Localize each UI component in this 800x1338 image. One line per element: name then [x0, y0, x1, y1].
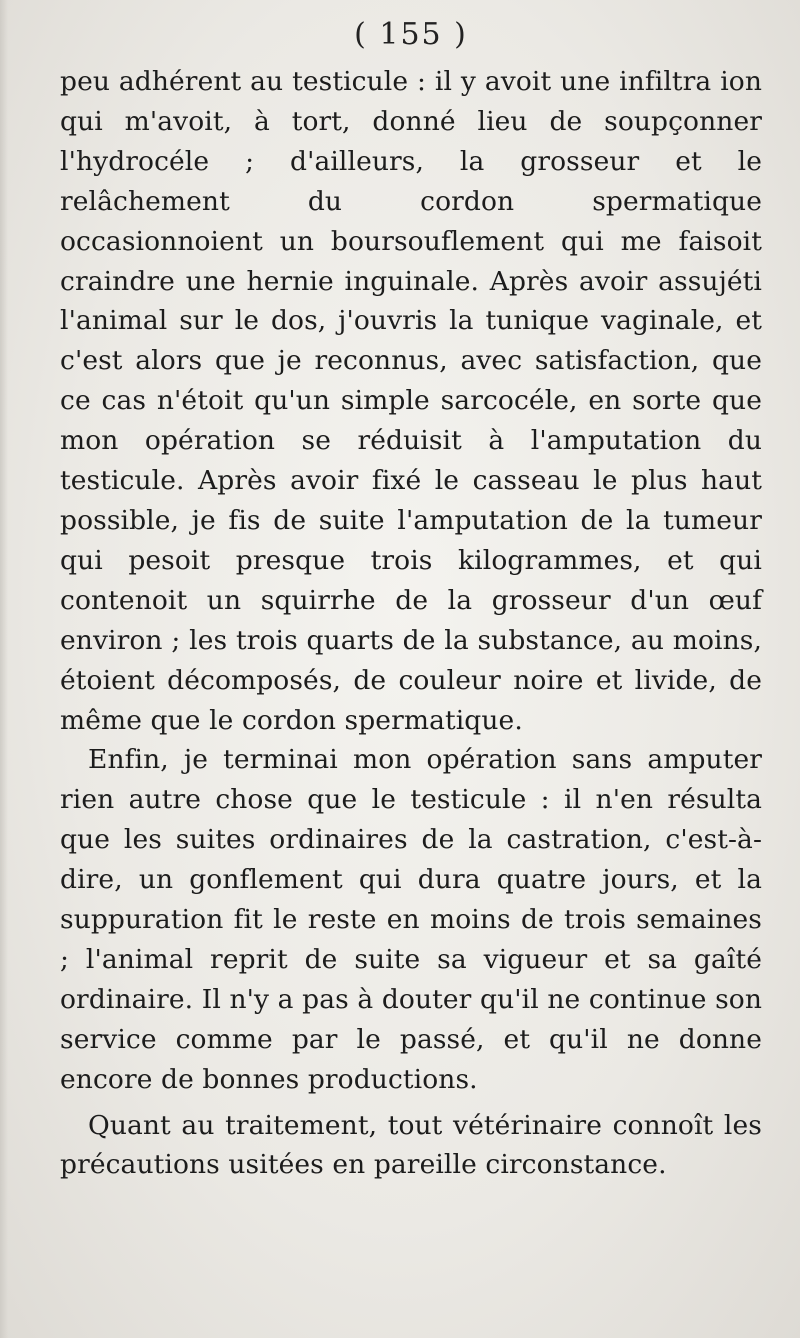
page-text: [60, 62, 762, 1185]
paragraph-3: Quant au traitement, tout vétérinaire connoît les précautions usitées en pareille circonstance.: [60, 1109, 762, 1181]
page-number: ( 155 ): [354, 17, 468, 52]
paragraph-1: peu adhérent au testicule : il y avoit une infiltra ion qui m'avoit, à tort, donné lieu de soupçonner l'hydrocéle ; d'ailleurs, la grosseur et le relâchement du cordon spermatique occasionnoient un boursouflement qui me faisoit craindre une hernie inguinale. Après avoir assujéti l'animal sur le dos, j'ouvris la tunique vaginale, et c'est alors que je reconnus, avec satisfaction, que ce cas n'étoit qu'un simple sarcocéle, en sorte que mon opération se réduisit à l'amputation du testicule. Après avoir fixé le casseau le plus haut possible, je fis de suite l'amputation de la tumeur qui pesoit presque trois kilogrammes, et qui contenoit un squirrhe de la grosseur d'un œuf environ ; les trois quarts de la substance, au moins, étoient décomposés, de couleur noire et livide, de même que le cordon spermatique.: [60, 66, 762, 736]
paragraph-2: Enfin, je terminai mon opération sans amputer rien autre chose que le testicule : il n'en résulta que les suites ordinaires de la castration, c'est-à-dire, un gonflement qui dura quatre jours, et la suppuration fit le reste en moins de trois semaines ; l'animal reprit de suite sa vigueur et sa gaîté ordinaire. Il n'y a pas à douter qu'il ne continue son service comme par le passé, et qu'il ne donne encore de bonnes productions.: [60, 744, 762, 1095]
